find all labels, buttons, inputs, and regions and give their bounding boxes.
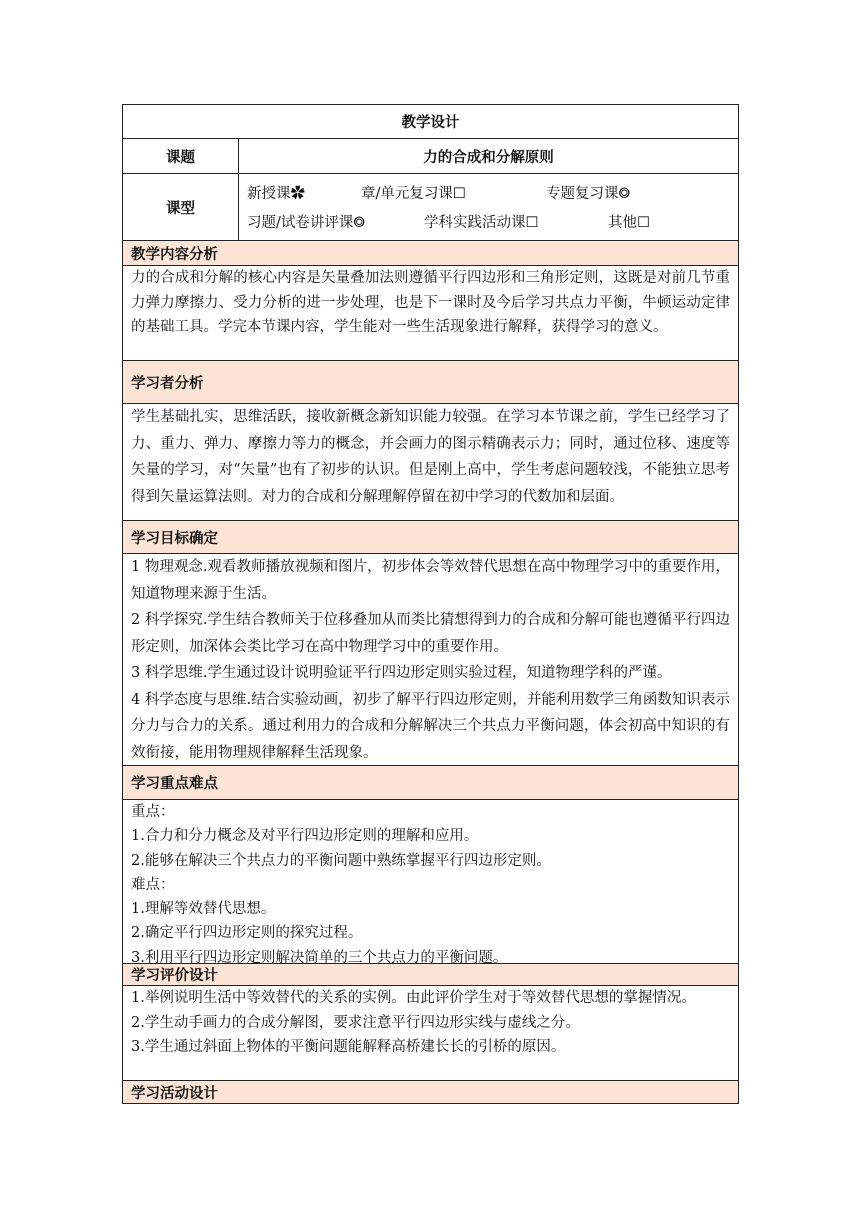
lesson-type-option-new[interactable] — [247, 180, 305, 209]
section-body-content-analysis: 力的合成和分解的核心内容是矢量叠加法则遵循平行四边形和三角形定则，这既是对前几节重力弹力摩擦力、受力分析的进一步处理，也是下一课时及今后学习共点力平衡，牛顿运动定律的基础工具。学完本节课内容，学生能对一些生活现象进行解释，获得学习的意义。 — [122, 266, 739, 361]
section-heading-content-analysis: 教学内容分析 — [122, 241, 739, 266]
option-label: 其他 — [608, 215, 637, 231]
lesson-plan-table — [122, 104, 739, 1104]
option-label: 新授课 — [247, 186, 291, 202]
circle-bullet-icon: ⭗ — [618, 186, 630, 202]
objective-item: 4 科学态度与思维.结合实验动画，初步了解平行四边形定则，并能利用数学三角函数知识表示分力与合力的关系。通过利用力的合成和分解解决三个共点力平衡问题，体会初高中知识的有效衔接，能用物理规律解释生活现象。 — [131, 691, 730, 761]
topic-value: 力的合成和分解原则 — [423, 148, 554, 166]
key-points-line: 2.能够在解决三个共点力的平衡问题中熟练掌握平行四边形定则。 — [131, 852, 551, 869]
option-label: 章/单元复习课 — [361, 186, 453, 202]
checkbox-icon: ☐ — [525, 215, 539, 231]
lesson-type-option-topic-review[interactable] — [546, 180, 630, 209]
checkbox-icon: ☐ — [637, 215, 650, 231]
lesson-type-options-row-2 — [247, 209, 738, 238]
evaluation-item: 1.举例说明生活中等效替代的关系的实例。由此评价学生对于等效替代思想的掌握情况。 — [131, 990, 696, 1006]
key-points-line: 难点： — [131, 876, 175, 893]
section-heading-activities: 学习活动设计 — [122, 1081, 739, 1104]
lesson-type-row — [122, 174, 739, 241]
objective-item: 1 物理观念.观看教师播放视频和图片，初步体会等效替代思想在高中物理学习中的重要作用，知道物理来源于生活。 — [131, 559, 730, 602]
key-points-line: 1.理解等效替代思想。 — [131, 901, 276, 918]
lesson-type-option-unit-review[interactable] — [361, 180, 466, 209]
lesson-type-label: 课型 — [123, 174, 239, 240]
lesson-type-options-row-1 — [247, 180, 738, 209]
option-label: 习题/试卷讲评课 — [247, 215, 354, 231]
section-heading-key-points: 学习重点难点 — [122, 766, 739, 800]
key-points-line: 重点： — [131, 804, 175, 820]
flower-mark-icon: ✿ — [290, 186, 305, 202]
objective-item: 2 科学探究.学生结合教师关于位移叠加从而类比猜想得到力的合成和分解可能也遵循平行四边形定则，加深体会类比学习在高中物理学习中的重要作用。 — [131, 612, 730, 655]
section-heading-learner-analysis: 学习者分析 — [122, 361, 739, 404]
lesson-type-option-other[interactable] — [608, 209, 650, 238]
evaluation-item: 3.学生通过斜面上物体的平衡问题能解释高桥建长长的引桥的原因。 — [131, 1039, 566, 1055]
evaluation-item: 2.学生动手画力的合成分解图，要求注意平行四边形实线与虚线之分。 — [131, 1014, 580, 1031]
key-points-line: 1.合力和分力概念及对平行四边形定则的理解和应用。 — [131, 828, 479, 845]
option-label: 专题复习课 — [546, 186, 619, 202]
lesson-type-option-practice-activity[interactable] — [424, 209, 539, 238]
key-points-line: 3.利用平行四边形定则解决简单的三个共点力的平衡问题。 — [131, 949, 508, 966]
section-heading-evaluation: 学习评价设计 — [122, 964, 739, 986]
doc-title: 教学设计 — [122, 104, 739, 139]
section-body-learner-analysis: 学生基础扎实，思维活跃，接收新概念新知识能力较强。在学习本节课之前，学生已经学习了力、重力、弹力、摩擦力等力的概念，并会画力的图示精确表示力；同时，通过位移、速度等矢量的学习，对“矢量”也有了初步的认识。但是刚上高中，学生考虑问题较浅，不能独立思考得到矢量运算法则。对力的合成和分解理解停留在初中学习的代数加和层面。 — [122, 404, 739, 521]
objective-item: 3 科学思维.学生通过设计说明验证平行四边形定则实验过程，知道物理学科的严谨。 — [131, 665, 672, 681]
section-body-evaluation — [122, 986, 739, 1081]
section-body-objectives — [122, 554, 739, 766]
section-heading-objectives: 学习目标确定 — [122, 521, 739, 554]
topic-row — [122, 139, 739, 174]
section-body-key-points — [122, 800, 739, 964]
topic-label: 课题 — [123, 139, 239, 173]
circle-bullet-icon: ⭗ — [353, 215, 365, 231]
lesson-type-options — [239, 174, 738, 240]
key-points-line: 2.确定平行四边形定则的探究过程。 — [131, 925, 363, 942]
checkbox-icon: ☐ — [452, 186, 466, 202]
option-label: 学科实践活动课 — [424, 215, 526, 231]
lesson-type-option-exercise-review[interactable] — [247, 209, 365, 238]
